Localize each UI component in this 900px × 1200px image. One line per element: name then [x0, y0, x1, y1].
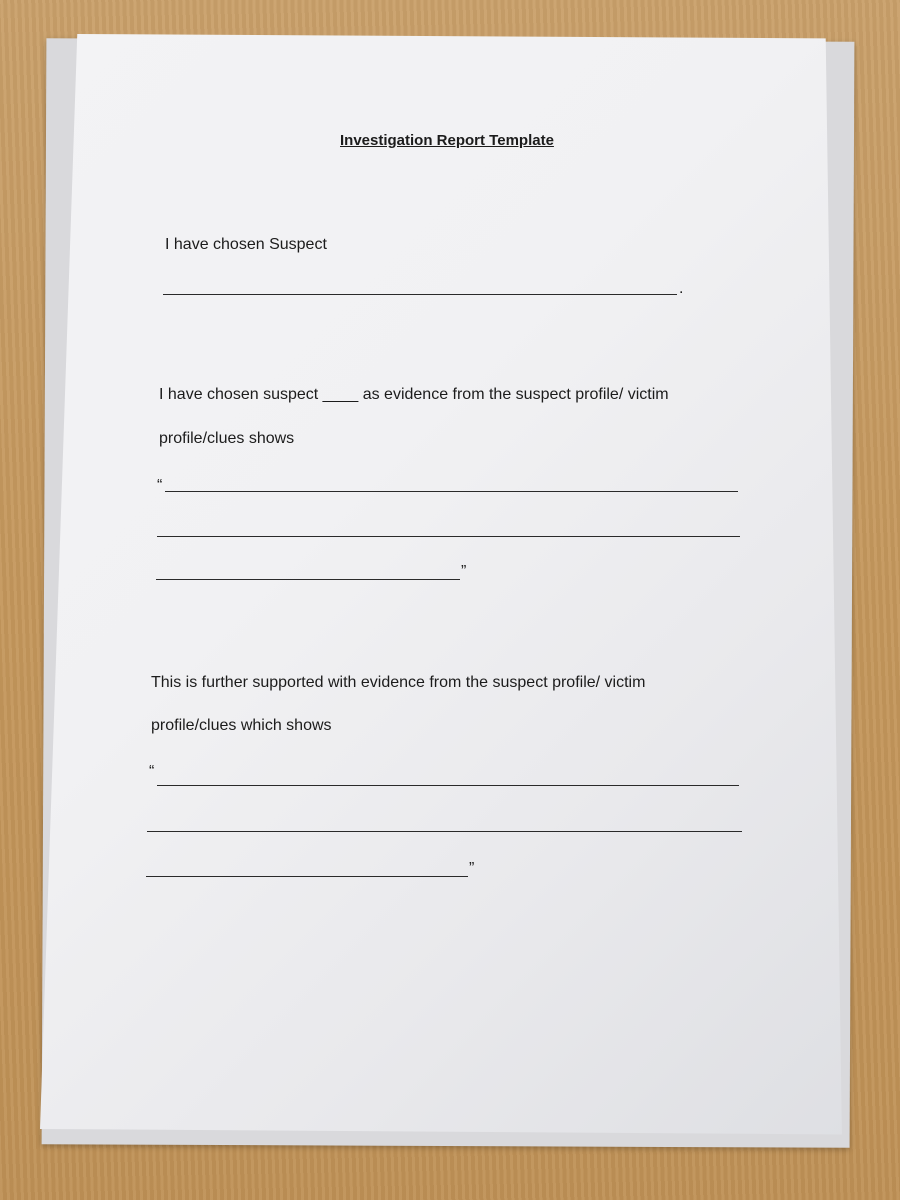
section-1-answer-line[interactable] — [163, 294, 677, 295]
section-2-prompt-line-1: I have chosen suspect ____ as evidence from the suspect profile/ victim — [159, 386, 669, 403]
section-2-answer-line-3[interactable] — [156, 579, 460, 580]
section-3-prompt-line-2: profile/clues which shows — [151, 717, 332, 734]
section-3-prompt-line-1: This is further supported with evidence from the suspect profile/ victim — [151, 674, 646, 691]
document-title: Investigation Report Template — [340, 132, 554, 149]
section-1-period: . — [679, 280, 684, 297]
section-2-answer-line-1[interactable] — [165, 491, 738, 492]
section-2-open-quote: “ — [157, 477, 163, 494]
section-1-prompt: I have chosen Suspect — [165, 236, 327, 253]
section-3-close-quote: ” — [469, 860, 475, 877]
section-3-answer-line-1[interactable] — [157, 785, 739, 786]
section-3-answer-line-3[interactable] — [146, 876, 468, 877]
section-3-open-quote: “ — [149, 763, 155, 780]
section-2-close-quote: ” — [461, 563, 467, 580]
section-2-prompt-line-2: profile/clues shows — [159, 430, 295, 447]
section-3-answer-line-2[interactable] — [147, 831, 742, 832]
section-2-answer-line-2[interactable] — [157, 536, 740, 537]
